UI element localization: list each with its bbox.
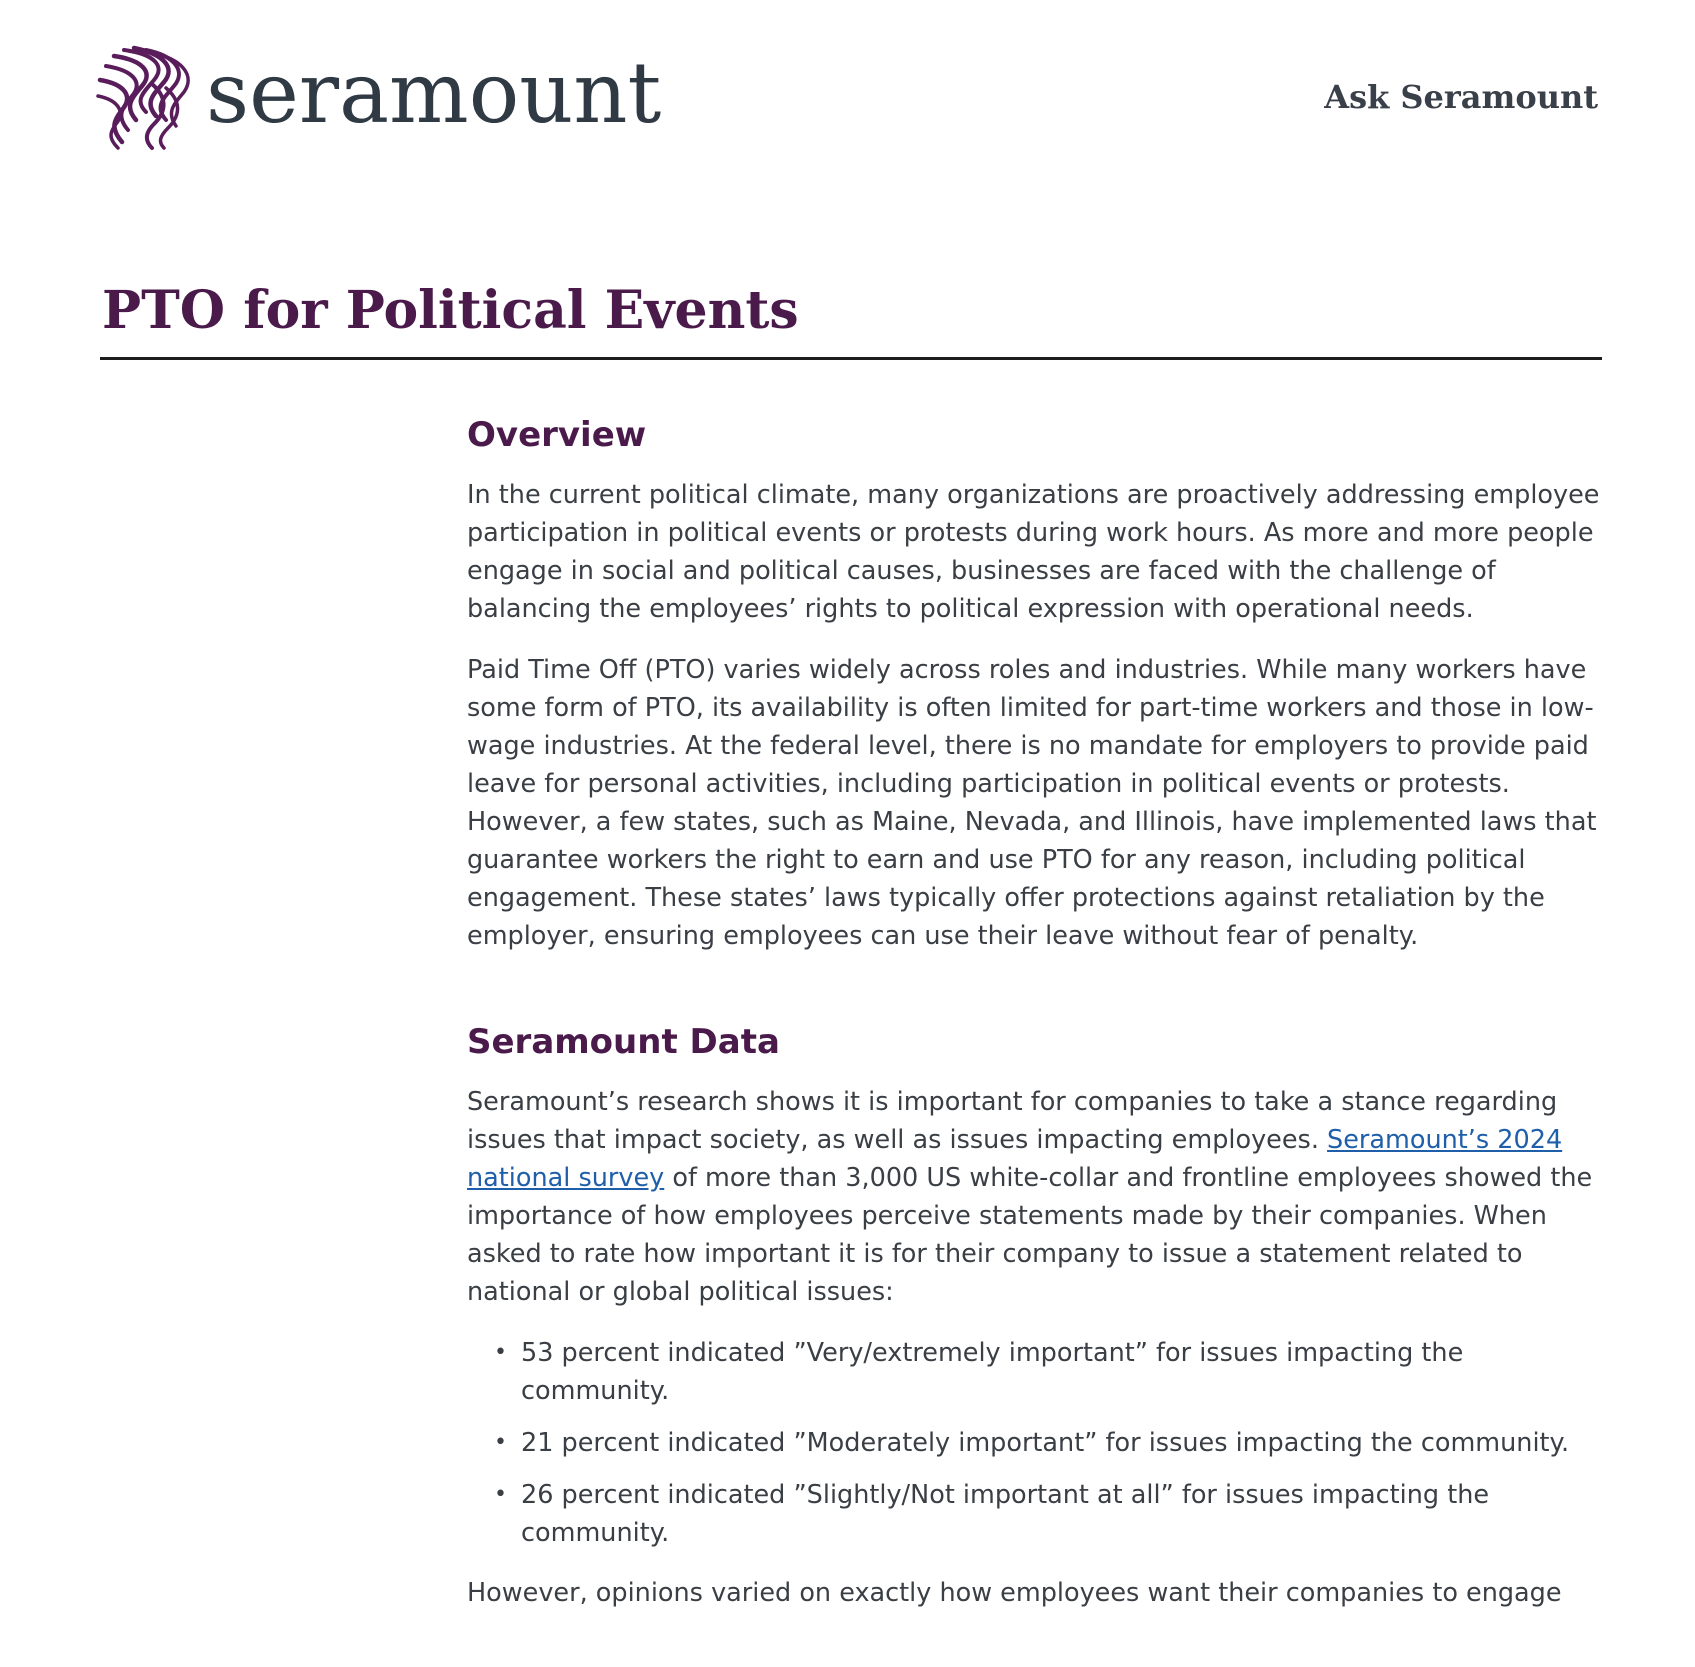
- overview-heading: Overview: [467, 415, 647, 455]
- list-item-text: 21 percent indicated ”Moderately important” for issues impacting the community.: [521, 1427, 1570, 1458]
- data-paragraph-1-tail: of more than 3,000 US white-collar and frontline employees showed the importance of how employees perceive statements made by their companies. When asked to rate how important it is for their company to issue a statement related to national or global political issues:: [467, 1162, 1593, 1307]
- bullet-icon: •: [494, 1481, 507, 1507]
- data-paragraph-1: [467, 1083, 1607, 1311]
- bullet-icon: •: [494, 1429, 507, 1455]
- logo-wordmark: seramount: [206, 44, 662, 142]
- bullet-icon: •: [494, 1339, 507, 1365]
- list-item-text: 26 percent indicated ”Slightly/Not important at all” for issues impacting the community.: [521, 1479, 1490, 1548]
- list-item: [467, 1424, 1607, 1462]
- seramount-data-heading: Seramount Data: [467, 1021, 780, 1062]
- data-paragraph-1-lead: Seramount’s research shows it is important for companies to take a stance regarding issues that impact society, as well as issues impacting employees.: [467, 1086, 1558, 1155]
- overview-paragraph-1: In the current political climate, many organizations are proactively addressing employee participation in political events or protests during work hours. As more and more people engage in social and political causes, businesses are faced with the challenge of balancing the employees’ rights to political expression with operational needs.: [467, 479, 1600, 624]
- overview-paragraph-2: Paid Time Off (PTO) varies widely across roles and industries. While many workers have some form of PTO, its availability is often limited for part-time workers and those in low-wage industries. At the federal level, there is no mandate for employers to provide paid leave for personal activities, including participation in political events or protests. However, a few states, such as Maine, Nevada, and Illinois, have implemented laws that guarantee workers the right to earn and use PTO for any reason, including political engagement. These states’ laws typically offer protections against retaliation by the employer, ensuring employees can use their leave without fear of penalty.: [467, 654, 1597, 951]
- list-item: [467, 1476, 1607, 1552]
- seramount-wave-logo-icon: [94, 44, 194, 150]
- data-paragraph-2: However, opinions varied on exactly how employees want their companies to engage: [467, 1577, 1562, 1608]
- main-content: [467, 415, 1607, 1635]
- seramount-logo[interactable]: [94, 44, 661, 150]
- ask-seramount-link[interactable]: Ask Seramount: [1324, 78, 1598, 116]
- section-spacer: [467, 978, 1607, 1022]
- list-item-text: 53 percent indicated ”Very/extremely important” for issues impacting the community.: [521, 1337, 1464, 1406]
- title-divider: [100, 357, 1602, 360]
- page-title: PTO for Political Events: [102, 280, 799, 341]
- page-header: [0, 0, 1695, 170]
- survey-results-list: [467, 1334, 1607, 1552]
- list-item: [467, 1334, 1607, 1410]
- national-survey-link[interactable]: Seramount’s 2024 national survey: [467, 1124, 1563, 1193]
